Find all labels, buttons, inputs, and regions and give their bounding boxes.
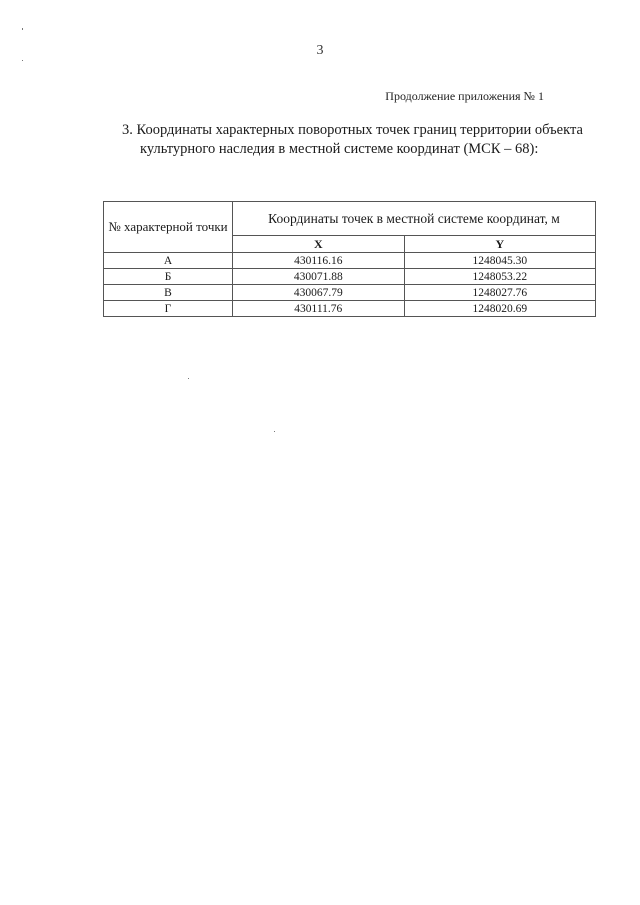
y-value: 1248020.69 [404, 301, 595, 317]
x-value: 430067.79 [233, 285, 405, 301]
table-header-row [104, 202, 596, 236]
scan-speck [188, 378, 189, 379]
y-value: 1248027.76 [404, 285, 595, 301]
y-value: 1248053.22 [404, 269, 595, 285]
table-row [104, 269, 596, 285]
table-row [104, 301, 596, 317]
point-label: Б [104, 269, 233, 285]
scan-speck [22, 28, 23, 30]
scan-speck [22, 60, 23, 61]
x-value: 430116.16 [233, 253, 405, 269]
x-value: 430071.88 [233, 269, 405, 285]
section-heading [122, 121, 610, 159]
appendix-continuation-label: Продолжение приложения № 1 [385, 89, 544, 103]
header-coordinates: Координаты точек в местной системе координат, м [233, 202, 596, 236]
coordinates-table [103, 201, 596, 317]
point-label: А [104, 253, 233, 269]
point-label: В [104, 285, 233, 301]
header-x: X [233, 236, 405, 253]
point-label: Г [104, 301, 233, 317]
table-row [104, 285, 596, 301]
page-number: 3 [316, 43, 324, 58]
y-value: 1248045.30 [404, 253, 595, 269]
section-number: 3. [122, 122, 133, 138]
header-point: № характерной точки [104, 202, 233, 253]
header-y: Y [404, 236, 595, 253]
x-value: 430111.76 [233, 301, 405, 317]
scan-speck [274, 431, 275, 432]
section-text: Координаты характерных поворотных точек границ территории объекта культурного наследия в местной системе координат (МСК – 68): [136, 122, 583, 157]
table-row [104, 253, 596, 269]
